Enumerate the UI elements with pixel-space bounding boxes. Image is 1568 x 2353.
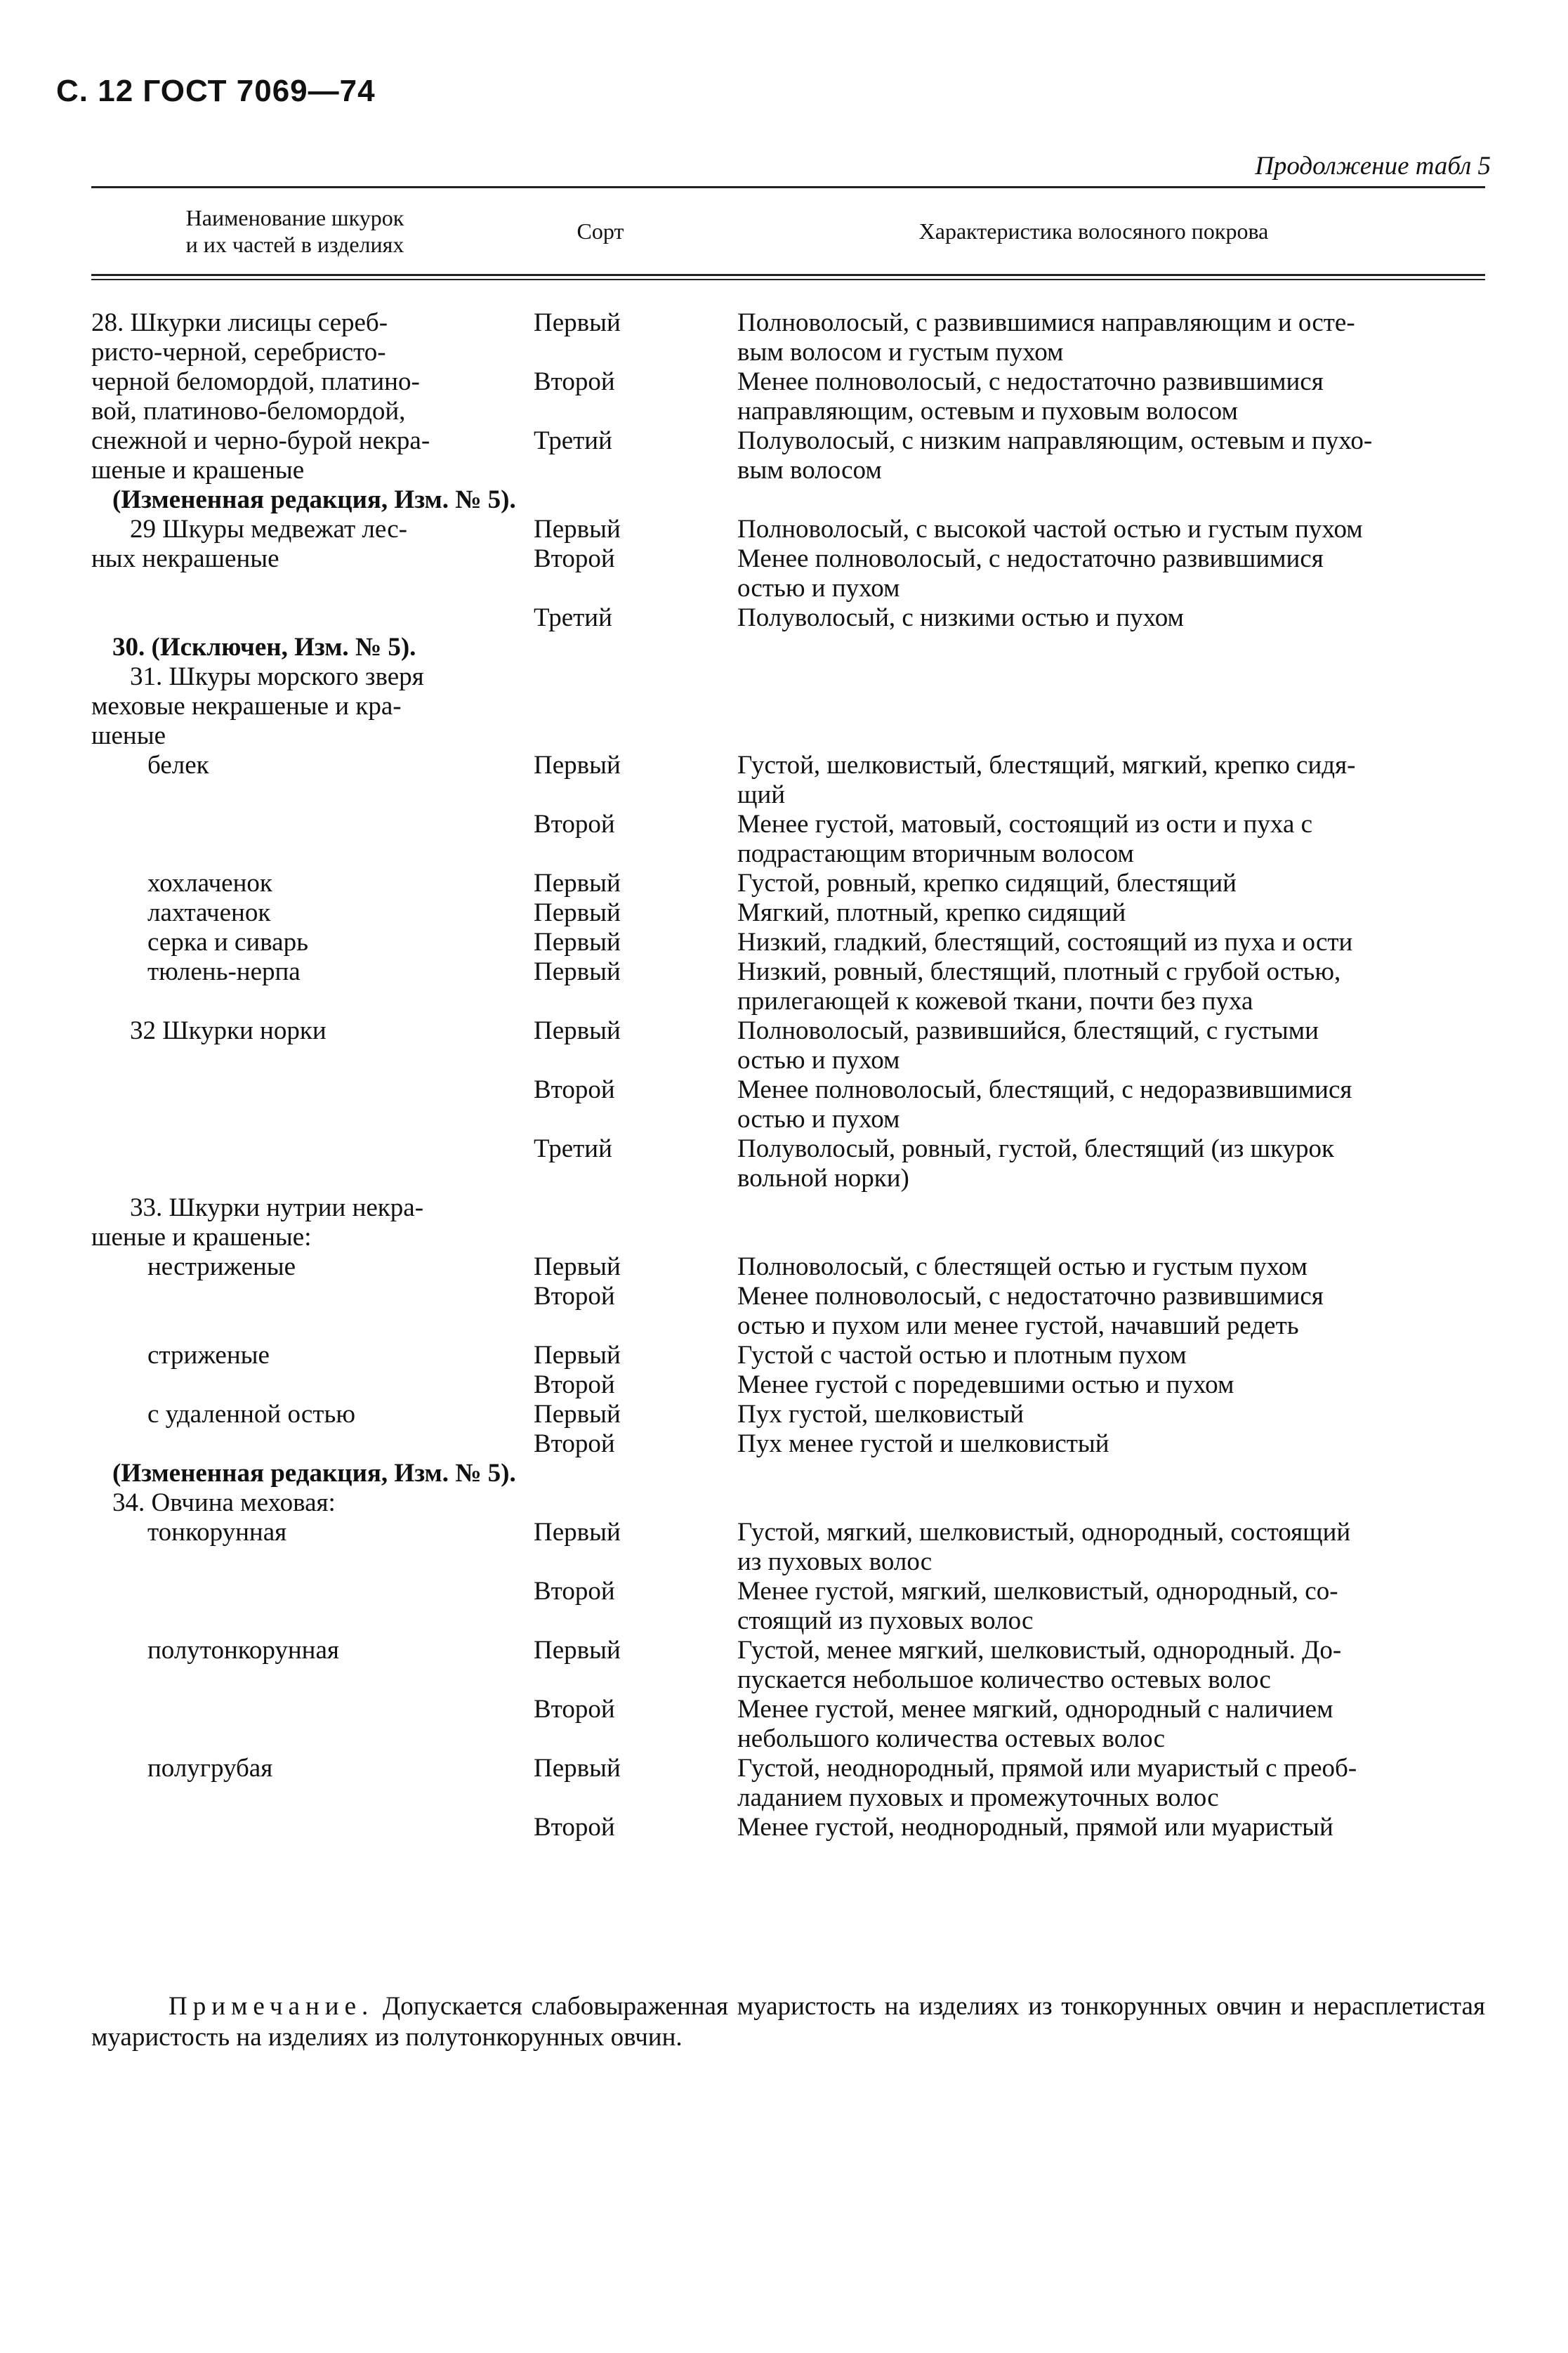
cell-grade <box>499 456 702 485</box>
table-row <box>91 1547 1485 1577</box>
cell-name: вой, платиново-беломордой, <box>91 397 406 426</box>
cell-characteristic: из пуховых волос <box>737 1547 933 1576</box>
table-row <box>91 692 1485 721</box>
table-row <box>91 1518 1485 1547</box>
cell-grade <box>499 1105 702 1134</box>
cell-grade <box>499 1783 702 1813</box>
cell-characteristic: Менее полноволосый, блестящий, с недоразвившимися <box>737 1075 1352 1104</box>
table-row <box>91 1754 1485 1783</box>
cell-name <box>91 1164 499 1193</box>
cell-grade <box>499 839 702 869</box>
table-row <box>91 1400 1485 1429</box>
table-row <box>91 957 1485 987</box>
table-row <box>91 456 1485 485</box>
cell-characteristic: Менее полноволосый, с недостаточно развившимися <box>737 544 1324 573</box>
cell-characteristic <box>702 1193 1485 1223</box>
table-row <box>91 1282 1485 1311</box>
table-row <box>91 1016 1485 1046</box>
table-row <box>91 515 1485 544</box>
cell-grade: Второй <box>534 1370 615 1399</box>
cell-characteristic: Полноволосый, с высокой частой остью и густым пухом <box>737 515 1363 544</box>
cell-name <box>91 1134 499 1164</box>
cell-characteristic: остью и пухом <box>737 574 900 603</box>
cell-characteristic: вым волосом <box>737 456 882 485</box>
cell-characteristic: Полуволосый, ровный, густой, блестящий (из шкурок <box>737 1134 1334 1163</box>
cell-grade: Первый <box>534 751 621 780</box>
table-row <box>91 397 1485 426</box>
cell-grade: Первый <box>534 515 621 544</box>
table-row <box>91 633 1485 662</box>
cell-name <box>91 780 499 810</box>
table-row <box>91 1134 1485 1164</box>
cell-characteristic: Полноволосый, с блестящей остью и густым пухом <box>737 1252 1307 1281</box>
table-row <box>91 1636 1485 1665</box>
cell-name <box>91 1695 499 1724</box>
cell-grade: Первый <box>534 928 621 957</box>
table-row <box>91 1813 1485 1842</box>
amendment-note: (Измененная редакция, Изм. № 5). <box>112 485 516 514</box>
table-row <box>91 721 1485 751</box>
cell-name <box>91 1783 499 1813</box>
cell-name <box>91 1311 499 1341</box>
table-row <box>91 839 1485 869</box>
table-row <box>91 1252 1485 1282</box>
cell-characteristic: вым волосом и густым пухом <box>737 338 1064 367</box>
table-row <box>91 810 1485 839</box>
grading-table <box>91 186 1485 1842</box>
table-row <box>91 1459 1485 1488</box>
cell-name: 32 Шкурки норки <box>130 1016 327 1045</box>
cell-grade <box>499 1193 702 1223</box>
cell-characteristic: небольшого количества остевых волос <box>737 1724 1166 1753</box>
cell-characteristic: остью и пухом или менее густой, начавший редеть <box>737 1311 1299 1340</box>
cell-grade <box>499 574 702 603</box>
cell-grade: Первый <box>534 1400 621 1429</box>
cell-characteristic <box>702 662 1485 692</box>
cell-grade: Второй <box>534 1429 615 1458</box>
cell-name: лахтаченок <box>147 898 271 927</box>
header-characteristic: Характеристика волосяного покрова <box>918 218 1269 244</box>
table-row <box>91 1724 1485 1754</box>
cell-characteristic <box>702 1223 1485 1252</box>
cell-name <box>91 1282 499 1311</box>
cell-grade: Первый <box>534 1016 621 1045</box>
cell-grade <box>499 1665 702 1695</box>
table-row <box>91 1164 1485 1193</box>
cell-characteristic: Менее полноволосый, с недостаточно развившимися <box>737 367 1324 396</box>
cell-name: 31. Шкуры морского зверя <box>130 662 424 691</box>
cell-grade <box>499 1311 702 1341</box>
cell-characteristic: остью и пухом <box>737 1046 900 1075</box>
table-row <box>91 1075 1485 1105</box>
cell-name: серка и сиварь <box>147 928 308 957</box>
cell-name: ристо-черной, серебристо- <box>91 338 386 367</box>
cell-characteristic: Густой, неоднородный, прямой или муаристый с преоб- <box>737 1754 1357 1783</box>
table-body <box>91 308 1485 1842</box>
note-text: Допускается слабовыраженная муаристость на изделиях из тонкорунных овчин и нерасплетистая муаристость на изделиях из полутонкорунных овчин. <box>91 1992 1485 2052</box>
cell-grade <box>499 397 702 426</box>
table-header-row <box>91 188 1485 274</box>
cell-characteristic: Пух густой, шелковистый <box>737 1400 1025 1429</box>
cell-grade: Третий <box>534 1134 612 1163</box>
table-row <box>91 1577 1485 1606</box>
cell-grade <box>499 1223 702 1252</box>
cell-name <box>91 1105 499 1134</box>
cell-characteristic: Густой, ровный, крепко сидящий, блестящий <box>737 869 1237 898</box>
cell-name <box>91 1665 499 1695</box>
table-row <box>91 426 1485 456</box>
cell-grade: Первый <box>534 1252 621 1281</box>
cell-characteristic: Менее полноволосый, с недостаточно развившимися <box>737 1282 1324 1311</box>
table-row <box>91 898 1485 928</box>
table-row <box>91 780 1485 810</box>
cell-name: снежной и черно-бурой некра- <box>91 426 430 455</box>
cell-characteristic: Густой, менее мягкий, шелковистый, однородный. До- <box>737 1636 1342 1665</box>
cell-characteristic: щий <box>737 780 786 809</box>
cell-name <box>91 1370 499 1400</box>
cell-grade: Второй <box>534 1577 615 1606</box>
cell-characteristic: остью и пухом <box>737 1105 900 1134</box>
cell-name: шеные <box>91 721 166 750</box>
cell-name: тонкорунная <box>147 1518 287 1547</box>
cell-name: нестриженые <box>147 1252 296 1281</box>
table-row <box>91 603 1485 633</box>
cell-name: 28. Шкурки лисицы сереб- <box>91 308 388 337</box>
table-row <box>91 485 1485 515</box>
cell-name <box>91 603 499 633</box>
cell-grade <box>499 1606 702 1636</box>
cell-grade: Первый <box>534 898 621 927</box>
cell-characteristic: Менее густой, менее мягкий, однородный с наличием <box>737 1695 1333 1724</box>
cell-grade: Второй <box>534 1075 615 1104</box>
cell-name <box>91 810 499 839</box>
table-row <box>91 928 1485 957</box>
table-row <box>91 1370 1485 1400</box>
table-continuation-label: Продолжение табл 5 <box>1255 152 1491 181</box>
cell-grade: Третий <box>534 426 612 455</box>
cell-grade <box>499 1724 702 1754</box>
cell-name <box>91 1429 499 1459</box>
cell-name: 29 Шкуры медвежат лес- <box>130 515 407 544</box>
table-row <box>91 662 1485 692</box>
table-row <box>91 544 1485 574</box>
cell-grade <box>499 987 702 1016</box>
cell-characteristic: подрастающим вторичным волосом <box>737 839 1134 868</box>
cell-name <box>91 1813 499 1842</box>
page-header: С. 12 ГОСТ 7069—74 <box>56 74 376 108</box>
table-row <box>91 987 1485 1016</box>
table-row <box>91 1341 1485 1370</box>
cell-grade <box>499 1547 702 1577</box>
cell-name: тюлень-нерпа <box>147 957 301 986</box>
cell-name <box>91 1547 499 1577</box>
cell-characteristic: ладанием пуховых и промежуточных волос <box>737 1783 1219 1812</box>
cell-characteristic: Густой с частой остью и плотным пухом <box>737 1341 1187 1370</box>
cell-name: с удаленной остью <box>147 1400 355 1429</box>
table-row <box>91 1193 1485 1223</box>
cell-grade: Первый <box>534 1341 621 1370</box>
cell-grade: Первый <box>534 957 621 986</box>
cell-characteristic: Густой, мягкий, шелковистый, однородный, состоящий <box>737 1518 1351 1547</box>
cell-name <box>91 1046 499 1075</box>
table-row <box>91 338 1485 367</box>
cell-grade: Второй <box>534 1813 615 1842</box>
cell-name: меховые некрашеные и кра- <box>91 692 402 721</box>
cell-name: стриженые <box>147 1341 270 1370</box>
cell-name <box>91 839 499 869</box>
cell-grade: Второй <box>534 810 615 839</box>
table-header-rule <box>91 274 1485 280</box>
cell-grade <box>499 1046 702 1075</box>
cell-grade: Первый <box>534 1636 621 1665</box>
table-row <box>91 1311 1485 1341</box>
cell-characteristic: пускается небольшое количество остевых волос <box>737 1665 1271 1694</box>
cell-characteristic: Мягкий, плотный, крепко сидящий <box>737 898 1126 927</box>
cell-characteristic: Менее густой, мягкий, шелковистый, однородный, со- <box>737 1577 1338 1606</box>
cell-name <box>91 987 499 1016</box>
table-row <box>91 1046 1485 1075</box>
cell-grade <box>499 721 702 751</box>
cell-characteristic: Низкий, гладкий, блестящий, состоящий из пуха и ости <box>737 928 1353 957</box>
table-row <box>91 308 1485 338</box>
cell-characteristic: Менее густой с поредевшими остью и пухом <box>737 1370 1234 1399</box>
cell-characteristic: стоящий из пуховых волос <box>737 1606 1034 1635</box>
table-row <box>91 1606 1485 1636</box>
cell-grade: Второй <box>534 367 615 396</box>
cell-characteristic <box>702 692 1485 721</box>
table-row <box>91 1223 1485 1252</box>
cell-name: хохлаченок <box>147 869 272 898</box>
table-row <box>91 574 1485 603</box>
cell-characteristic: Густой, шелковистый, блестящий, мягкий, крепко сидя- <box>737 751 1356 780</box>
cell-grade: Третий <box>534 603 612 632</box>
table-row <box>91 367 1485 397</box>
cell-grade: Первый <box>534 869 621 898</box>
cell-characteristic: Менее густой, неоднородный, прямой или муаристый <box>737 1813 1333 1842</box>
table-row <box>91 1105 1485 1134</box>
cell-characteristic: Полуволосый, с низким направляющим, остевым и пухо- <box>737 426 1373 455</box>
cell-characteristic: направляющим, остевым и пуховым волосом <box>737 397 1238 426</box>
header-name: Наименование шкурок и их частей в изделиях <box>185 205 404 257</box>
cell-name <box>91 1075 499 1105</box>
cell-characteristic: прилегающей к кожевой ткани, почти без пуха <box>737 987 1253 1016</box>
cell-name: шеные и крашеные: <box>91 1223 312 1252</box>
cell-characteristic <box>702 721 1485 751</box>
cell-name <box>91 1577 499 1606</box>
cell-grade: Первый <box>534 308 621 337</box>
table-row <box>91 869 1485 898</box>
table-row <box>91 1429 1485 1459</box>
section-heading: 34. Овчина меховая: <box>112 1488 336 1517</box>
cell-grade <box>499 662 702 692</box>
cell-name: полугрубая <box>147 1754 273 1783</box>
cell-name: белек <box>147 751 209 780</box>
cell-grade <box>499 338 702 367</box>
table-row <box>91 1488 1485 1518</box>
cell-name: шеные и крашеные <box>91 456 305 485</box>
header-grade: Сорт <box>577 218 624 244</box>
cell-name <box>91 1724 499 1754</box>
cell-characteristic: вольной норки) <box>737 1164 909 1193</box>
cell-grade <box>499 1164 702 1193</box>
note-label: Примечание. <box>169 1992 374 2021</box>
table-row <box>91 1665 1485 1695</box>
cell-characteristic: Менее густой, матовый, состоящий из ости и пуха с <box>737 810 1313 839</box>
cell-grade <box>499 692 702 721</box>
cell-name <box>91 1606 499 1636</box>
cell-characteristic: Низкий, ровный, блестящий, плотный с грубой остью, <box>737 957 1341 986</box>
table-row <box>91 1695 1485 1724</box>
cell-name: черной беломордой, платино- <box>91 367 420 396</box>
table-row <box>91 1783 1485 1813</box>
cell-grade: Второй <box>534 1695 615 1724</box>
cell-name: полутонкорунная <box>147 1636 339 1665</box>
cell-grade: Второй <box>534 544 615 573</box>
amendment-note: (Измененная редакция, Изм. № 5). <box>112 1459 516 1488</box>
table-note <box>91 1991 1485 2053</box>
cell-characteristic: Пух менее густой и шелковистый <box>737 1429 1109 1458</box>
cell-grade: Первый <box>534 1518 621 1547</box>
cell-name <box>91 574 499 603</box>
cell-grade <box>499 780 702 810</box>
cell-name: 33. Шкурки нутрии некра- <box>130 1193 424 1222</box>
cell-characteristic: Полноволосый, с развившимися направляющим и осте- <box>737 308 1355 337</box>
amendment-note: 30. (Исключен, Изм. № 5). <box>112 633 416 662</box>
cell-grade: Второй <box>534 1282 615 1311</box>
cell-characteristic: Полуволосый, с низкими остью и пухом <box>737 603 1184 632</box>
cell-characteristic: Полноволосый, развившийся, блестящий, с густыми <box>737 1016 1319 1045</box>
cell-grade: Первый <box>534 1754 621 1783</box>
table-row <box>91 751 1485 780</box>
cell-name: ных некрашеные <box>91 544 279 573</box>
